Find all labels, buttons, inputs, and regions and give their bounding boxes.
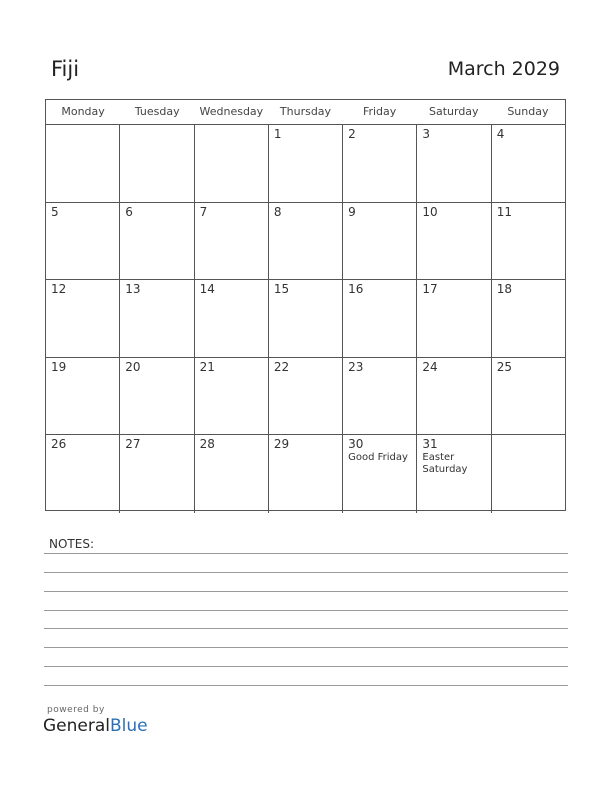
day-cell — [46, 125, 120, 202]
weekday-thursday: Thursday — [279, 105, 332, 118]
day-cell — [46, 358, 120, 435]
day-number: 14 — [199, 282, 215, 296]
day-cell — [417, 280, 491, 357]
day-cell — [269, 358, 343, 435]
notes-line — [44, 610, 568, 611]
weekday-tuesday: Tuesday — [134, 105, 180, 118]
month-title: March 2029 — [447, 58, 560, 80]
day-cell — [195, 203, 269, 280]
day-number: 19 — [51, 359, 67, 374]
day-cell — [269, 280, 343, 357]
day-cell — [417, 435, 491, 513]
brand-general: General — [43, 716, 110, 736]
day-cell — [417, 203, 491, 280]
week-row-5 — [46, 435, 565, 513]
day-cell — [269, 125, 343, 202]
day-number: 13 — [125, 282, 141, 296]
day-number: 3 — [422, 127, 431, 141]
weekday-friday: Friday — [362, 105, 397, 118]
day-number: 29 — [273, 437, 290, 451]
day-cell — [343, 358, 417, 435]
country-title: Fiji — [51, 57, 80, 81]
day-cell — [120, 125, 194, 202]
day-number: 6 — [125, 204, 133, 219]
day-cell — [120, 358, 194, 435]
weekday-monday: Monday — [61, 105, 105, 118]
day-cell — [343, 280, 417, 357]
notes-line — [44, 666, 568, 667]
day-cell — [195, 358, 269, 435]
holiday-easter-saturday-line1: Easter — [422, 452, 455, 463]
brand-blue: Blue — [110, 716, 148, 736]
week-row-2 — [46, 203, 565, 281]
week-row-4 — [46, 358, 565, 436]
day-number: 26 — [51, 437, 67, 451]
day-cell — [343, 203, 417, 280]
weekday-wednesday: Wednesday — [199, 105, 264, 118]
day-number: 28 — [199, 437, 215, 451]
notes-line — [44, 628, 568, 629]
day-cell — [343, 435, 417, 513]
day-cell — [195, 435, 269, 513]
weekday-saturday: Saturday — [428, 105, 479, 118]
calendar-grid — [45, 99, 566, 511]
holiday-easter-saturday-line2: Saturday — [422, 464, 468, 475]
day-number: 23 — [348, 359, 364, 374]
day-number: 11 — [496, 204, 512, 219]
day-number: 9 — [348, 204, 356, 219]
day-cell — [492, 203, 565, 280]
notes-label: NOTES: — [49, 537, 94, 551]
day-number: 27 — [125, 437, 141, 451]
notes-line — [44, 647, 568, 648]
day-number: 17 — [422, 282, 438, 296]
holiday-good-friday: Good Friday — [348, 452, 408, 463]
day-number: 1 — [273, 127, 282, 141]
day-number: 20 — [125, 359, 141, 374]
day-number: 8 — [273, 204, 282, 219]
day-number: 21 — [199, 359, 215, 374]
notes-line — [44, 553, 568, 554]
day-cell — [417, 125, 491, 202]
day-number: 7 — [199, 204, 208, 219]
day-number: 31 — [422, 437, 438, 451]
generalblue-logo[interactable] — [43, 716, 148, 736]
notes-line — [44, 685, 568, 686]
weekday-sunday: Sunday — [507, 105, 549, 118]
day-cell — [46, 435, 120, 513]
powered-by-text: powered by — [47, 705, 105, 715]
day-cell — [46, 203, 120, 280]
day-number: 10 — [422, 204, 438, 219]
day-number: 2 — [348, 127, 356, 141]
day-cell — [195, 280, 269, 357]
day-cell — [492, 125, 565, 202]
day-cell — [195, 125, 269, 202]
week-row-1 — [46, 125, 565, 203]
day-number: 24 — [422, 359, 438, 374]
day-cell — [120, 280, 194, 357]
day-number: 5 — [51, 204, 59, 219]
day-cell — [120, 203, 194, 280]
day-number: 12 — [51, 282, 67, 296]
day-cell — [492, 358, 565, 435]
day-cell — [343, 125, 417, 202]
day-number: 4 — [496, 127, 505, 141]
week-row-3 — [46, 280, 565, 358]
day-cell — [269, 203, 343, 280]
day-number: 25 — [496, 359, 512, 374]
day-number: 30 — [348, 437, 364, 451]
notes-line — [44, 572, 568, 573]
day-cell — [417, 358, 491, 435]
day-cell — [46, 280, 120, 357]
day-number: 16 — [348, 282, 364, 296]
day-cell — [269, 435, 343, 513]
weekday-header-row — [46, 100, 565, 125]
day-number: 18 — [496, 282, 512, 296]
day-cell — [492, 435, 565, 513]
day-cell — [120, 435, 194, 513]
notes-line — [44, 591, 568, 592]
day-number: 22 — [273, 359, 290, 374]
day-cell — [492, 280, 565, 357]
day-number: 15 — [273, 282, 290, 296]
